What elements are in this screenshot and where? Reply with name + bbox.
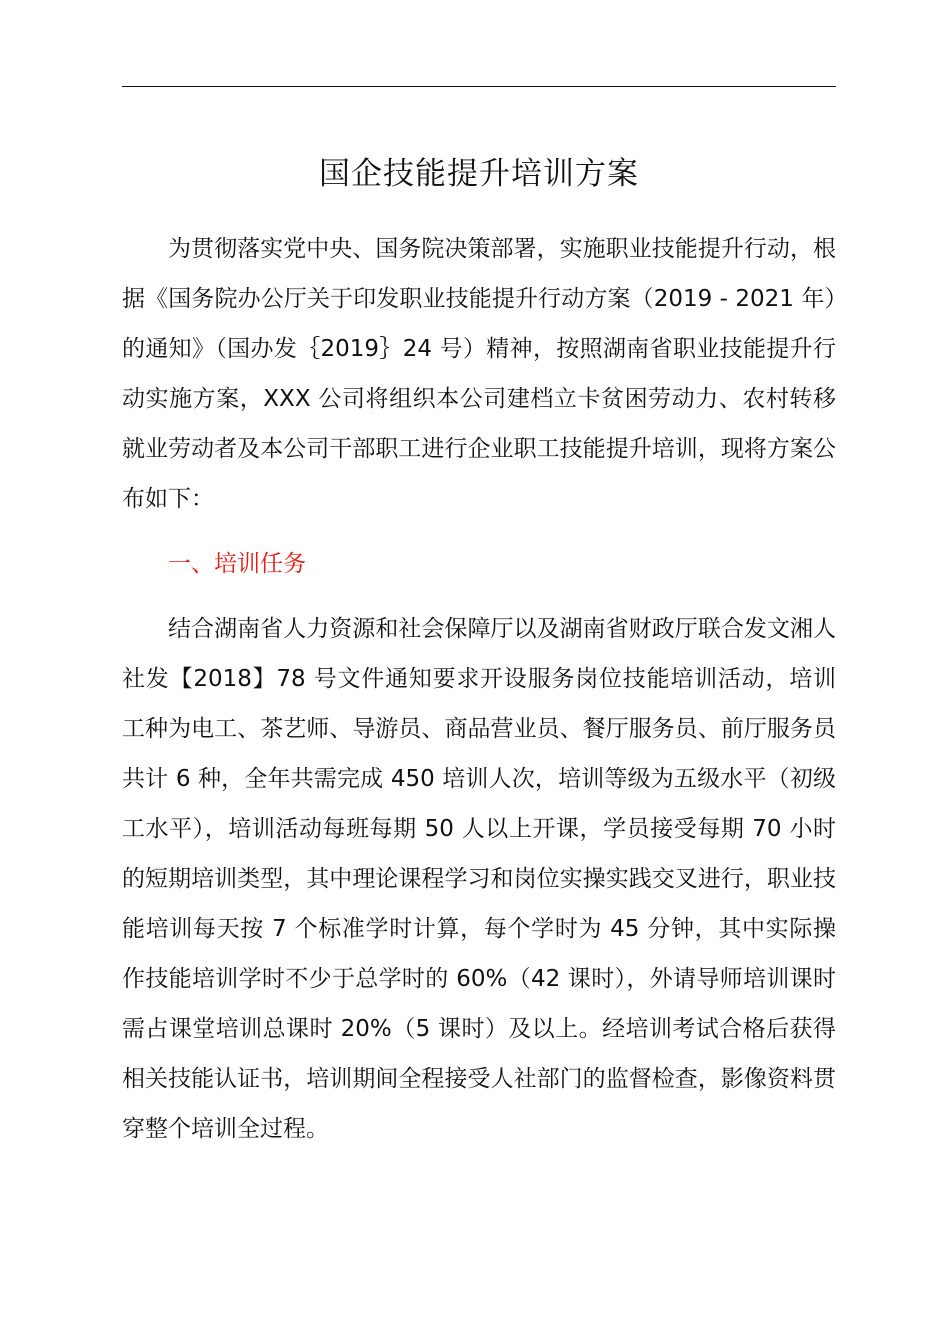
section-paragraph-training-tasks: 结合湖南省人力资源和社会保障厅以及湖南省财政厅联合发文湘人社发【2018】78 号文件通知要求开设服务岗位技能培训活动，培训工种为电工、茶艺师、导游员、商品营业员、餐厅服务员、前厅服务员共计 6 种，全年共需完成 450 培训人次，培训等级为五级水平（初级工水平），培训活动每班每期 50 人以上开课，学员接受每期 70 小时的短期培训类型，其中理论课程学习和岗位实操实践交叉进行，职业技能培训每天按 7 个标准学时计算，每个学时为 45 分钟，其中实际操作技能培训学时不少于总学时的 60%（42 课时），外请导师培训课时需占课堂培训总课时 20%（5 课时）及以上。经培训考试合格后获得相关技能认证书，培训期间全程接受人社部门的监督检查，影像资料贯穿整个培训全过程。	[122, 616, 836, 1142]
document-title: 国企技能提升培训方案	[319, 156, 639, 192]
section-heading-training-tasks: 一、培训任务	[168, 551, 306, 577]
header-rule	[122, 86, 836, 87]
intro-paragraph: 为贯彻落实党中央、国务院决策部署，实施职业技能提升行动，根据《国务院办公厅关于印发职业技能提升行动方案（2019 - 2021 年）的通知》（国办发｛2019｝24 号）精神，按照湖南省职业技能提升行动实施方案，XXX 公司将组织本公司建档立卡贫困劳动力、农村转移就业劳动者及本公司干部职工进行企业职工技能提升培训，现将方案公布如下：	[122, 236, 836, 512]
